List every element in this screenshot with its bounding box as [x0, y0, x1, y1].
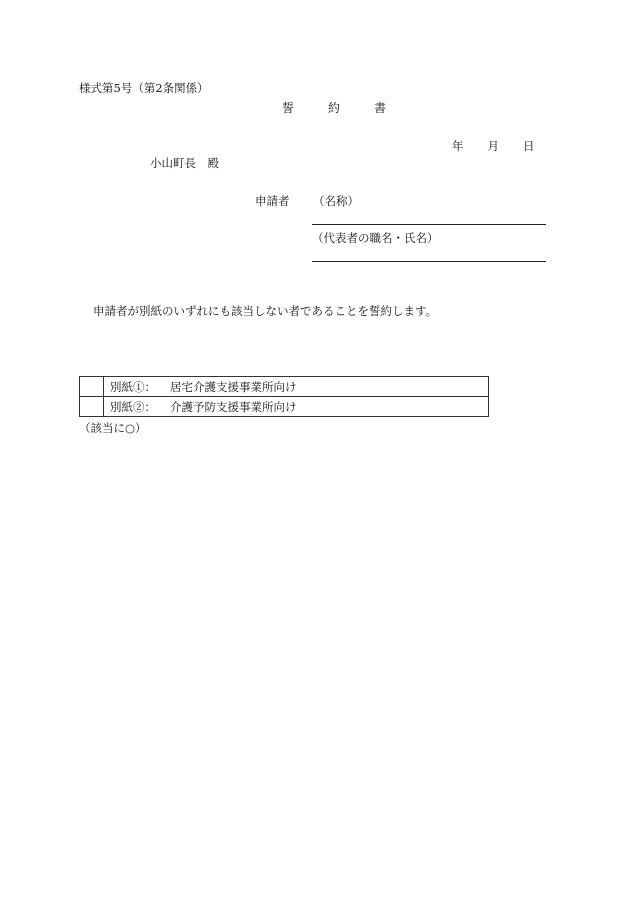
checklist-note: （該当に○） — [79, 421, 147, 435]
checklist-mark-cell-2[interactable] — [80, 397, 104, 417]
applicant-name-line[interactable] — [312, 224, 546, 225]
representative-line[interactable] — [312, 261, 546, 262]
date-year-label: 年 — [452, 139, 464, 153]
date-line — [452, 138, 535, 154]
addressee: 小山町長 殿 — [150, 156, 219, 170]
form-number: 様式第5号（第2条関係） — [79, 81, 209, 95]
annex-description-1: 居宅介護支援事業所向け — [170, 379, 297, 394]
checklist-item-2 — [104, 397, 489, 417]
checklist-row-2 — [80, 397, 489, 417]
date-day-label: 日 — [523, 139, 535, 153]
checklist-row-1 — [80, 377, 489, 397]
annex-description-2: 介護予防支援事業所向け — [170, 399, 297, 414]
applicant-name-label: （名称） — [313, 194, 359, 208]
annex-label-2: 別紙②： — [110, 399, 156, 414]
annex-checklist — [79, 376, 489, 417]
applicant-label: 申請者 — [255, 194, 290, 208]
date-month-label: 月 — [487, 139, 499, 153]
representative-label: （代表者の職名・氏名） — [312, 231, 439, 245]
checklist-item-1 — [104, 377, 489, 397]
pledge-text: 申請者が別紙のいずれにも該当しない者であることを誓約します。 — [93, 304, 438, 318]
document-title: 誓 約 書 — [282, 101, 398, 115]
checklist-mark-cell-1[interactable] — [80, 377, 104, 397]
annex-label-1: 別紙①： — [110, 379, 156, 394]
